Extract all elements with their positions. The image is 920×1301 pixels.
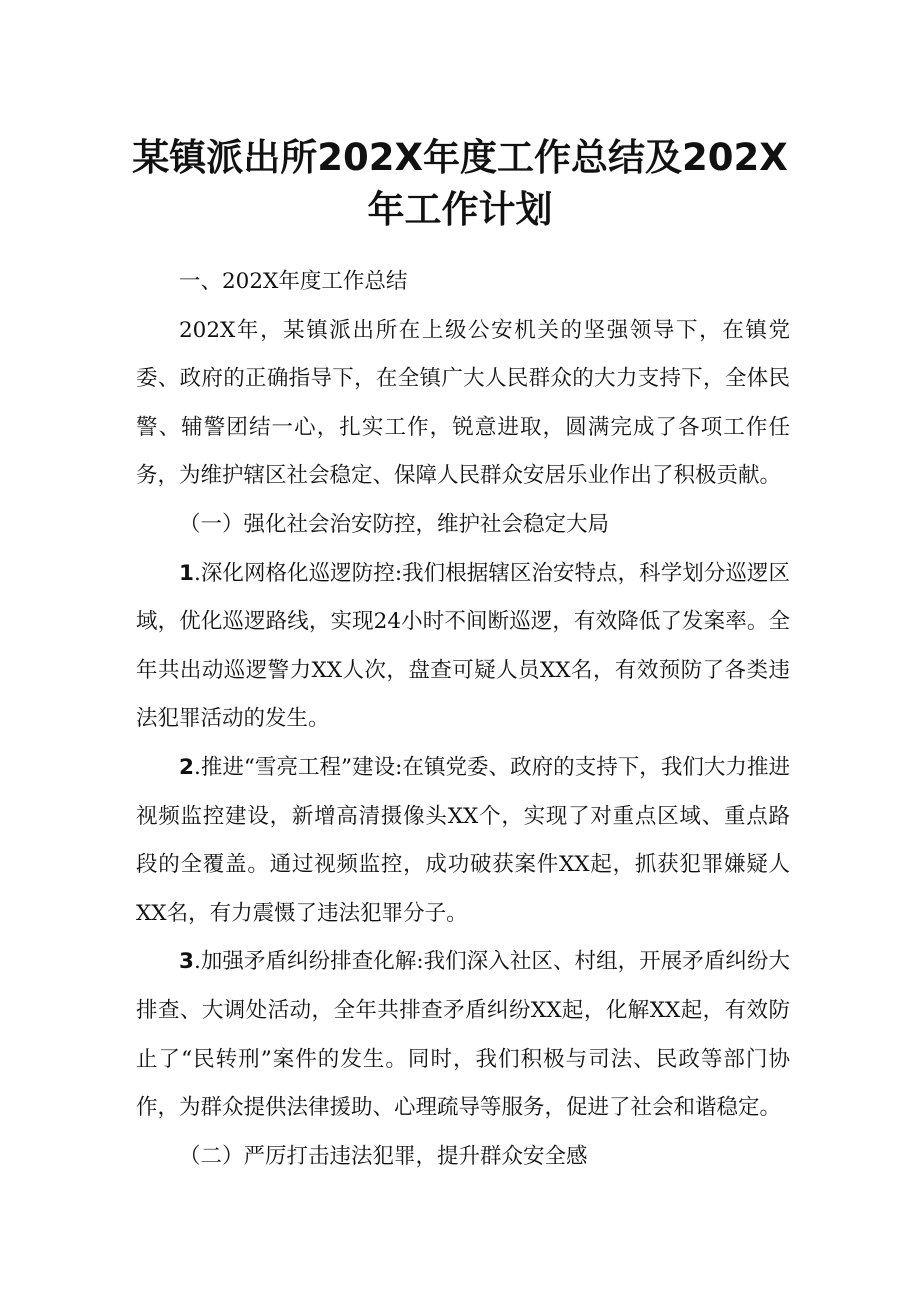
list-item-number: 2 (179, 754, 194, 780)
list-item-number: 3 (179, 949, 194, 975)
list-item-text: .深化网格化巡逻防控:我们根据辖区治安特点，科学划分巡逻区域，优化巡逻路线，实现24小时不间断巡逻，有效降低了发案率。全年共出动巡逻警力XX人次，盘查可疑人员XX名，有效预防了各类违法犯罪活动的发生。 (136, 560, 790, 732)
list-item-2 (136, 744, 790, 938)
list-item-text: .推进“雪亮工程”建设:在镇党委、政府的支持下，我们大力推进视频监控建设，新增高清摄像头XX个，实现了对重点区域、重点路段的全覆盖。通过视频监控，成功破获案件XX起，抓获犯罪嫌疑人XX名，有力震慑了违法犯罪分子。 (136, 754, 790, 926)
list-item-number: 1 (179, 560, 194, 586)
list-item-3 (136, 938, 790, 1132)
document-title-line-2: 年工作计划 (367, 188, 553, 231)
list-item-1 (136, 550, 790, 744)
intro-paragraph: 202X年，某镇派出所在上级公安机关的坚强领导下，在镇党委、政府的正确指导下，在全镇广大人民群众的大力支持下，全体民警、辅警团结一心，扎实工作，锐意进取，圆满完成了各项工作任务，为维护辖区社会稳定、保障人民群众安居乐业作出了积极贡献。 (136, 317, 790, 489)
subsection-2-heading: （二）严厉打击违法犯罪，提升群众安全感 (179, 1143, 588, 1169)
section-1-heading: 一、202X年度工作总结 (179, 269, 408, 294)
subsection-1-heading: （一）强化社会治安防控，维护社会稳定大局 (179, 511, 610, 537)
document-body (136, 258, 790, 1181)
list-item-text: .加强矛盾纠纷排查化解:我们深入社区、村组，开展矛盾纠纷大排查、大调处活动，全年共排查矛盾纠纷XX起，化解XX起，有效防止了“民转刑”案件的发生。同时，我们积极与司法、民政等部门协作，为群众提供法律援助、心理疏导等服务，促进了社会和谐稳定。 (136, 949, 790, 1121)
document-title-line-1: 某镇派出所202X年度工作总结及202X (132, 136, 788, 179)
